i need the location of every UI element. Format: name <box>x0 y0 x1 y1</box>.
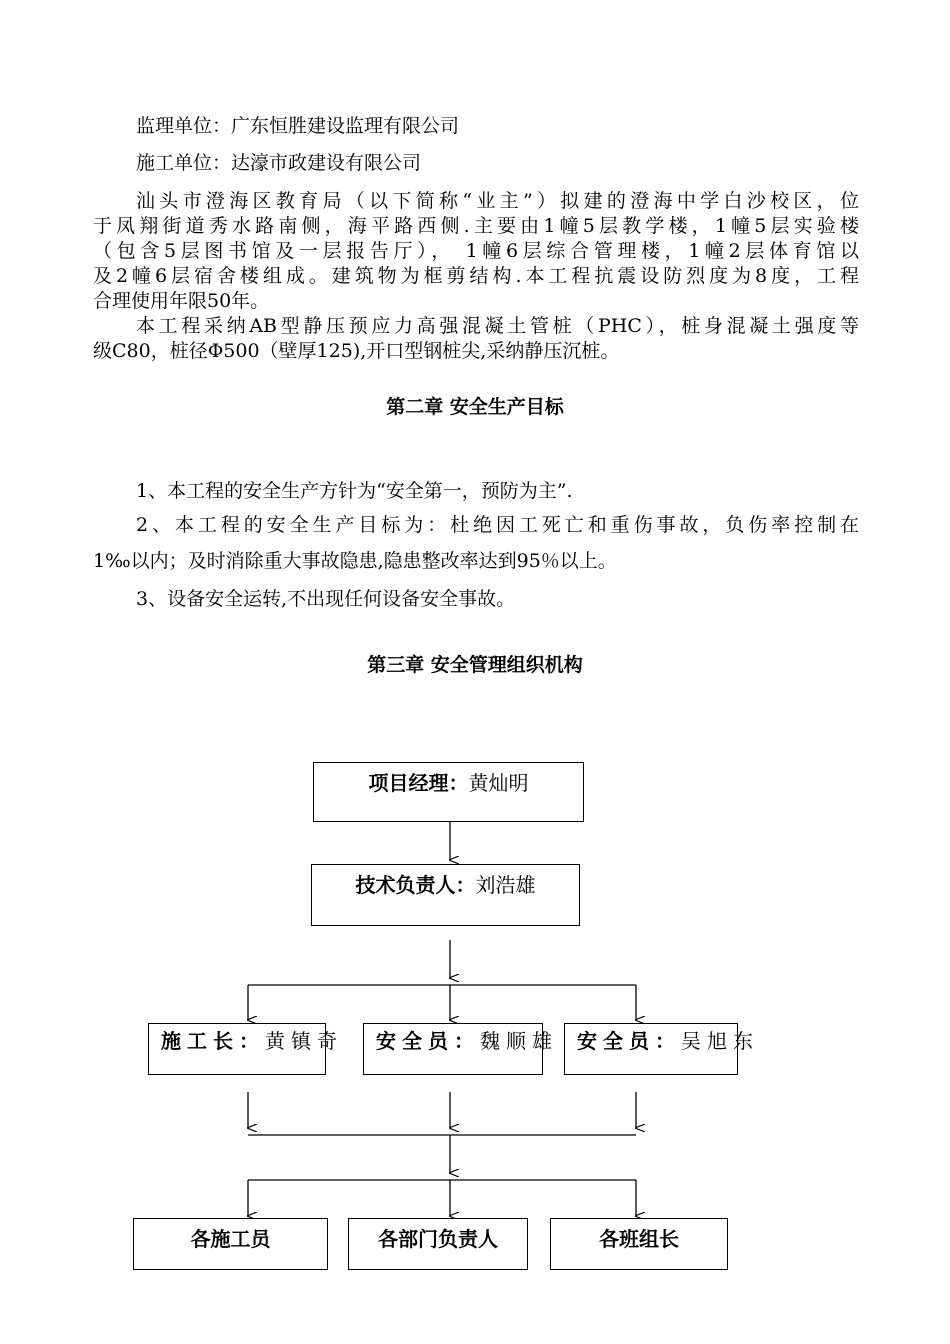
tech-name: 刘浩雄 <box>475 873 536 897</box>
project-line-4: 及2幢6层宿舍楼组成。建筑物为框剪结构.本工程抗震设防烈度为8度，工程 <box>93 265 859 287</box>
safety2-name: 吴旭东 <box>681 1029 759 1053</box>
goal-item-1: 1、本工程的安全生产方针为“安全第一，预防为主”. <box>136 480 573 502</box>
project-line-5: 合理使用年限50年。 <box>93 290 270 312</box>
supervisor-line: 监理单位：广东恒胜建设监理有限公司 <box>136 115 460 137</box>
safety-officer-2-box <box>564 1023 759 1075</box>
project-line-2: 于凤翔街道秀水路南侧，海平路西侧.主要由1幢5层教学楼，1幢5层实验楼 <box>93 215 859 237</box>
foreman-label: 施工长： <box>161 1029 265 1053</box>
bottom2-label: 各部门负责人 <box>378 1227 498 1251</box>
manager-label: 项目经理： <box>368 771 469 795</box>
foreman-name: 黄镇奇 <box>265 1029 343 1053</box>
safety1-label: 安全员： <box>376 1029 480 1053</box>
construction-staff-box <box>133 1218 328 1270</box>
safety2-label: 安全员： <box>577 1029 681 1053</box>
bottom1-label: 各施工员 <box>190 1227 271 1251</box>
department-heads-box <box>348 1218 528 1270</box>
manager-name: 黄灿明 <box>468 771 529 795</box>
contractor-line: 施工单位：达濠市政建设有限公司 <box>136 152 422 174</box>
safety1-name: 魏顺雄 <box>480 1029 558 1053</box>
tech-label: 技术负责人： <box>355 873 476 897</box>
foreman-box <box>148 1023 343 1075</box>
goal-item-3: 3、设备安全运转,不出现任何设备安全事故。 <box>136 588 516 610</box>
tech-lead-box <box>311 864 580 926</box>
chapter2-title: 第二章 安全生产目标 <box>386 396 564 418</box>
project-line-1: 汕头市澄海区教育局（以下简称“业主”）拟建的澄海中学白沙校区，位 <box>136 190 859 212</box>
pile-line-2: 级C80，桩径Φ500（壁厚125),开口型钢桩尖,采纳静压沉桩。 <box>93 340 620 362</box>
project-manager-box <box>313 762 584 822</box>
pile-line-1: 本工程采纳AB型静压预应力高强混凝土管桩（PHC），桩身混凝土强度等 <box>136 315 859 337</box>
safety-officer-1-box <box>363 1023 558 1075</box>
bottom3-label: 各班组长 <box>599 1227 679 1251</box>
chapter3-title: 第三章 安全管理组织机构 <box>367 654 583 676</box>
project-line-3: （包含5层图书馆及一层报告厅）， 1幢6层综合管理楼，1幢2层体育馆以 <box>93 240 859 262</box>
goal-item-2-line-1: 2、本工程的安全生产目标为：杜绝因工死亡和重伤事故，负伤率控制在 <box>136 514 859 536</box>
goal-item-2-line-2: 1‰以内；及时消除重大事故隐患,隐患整改率达到95％以上。 <box>93 550 617 572</box>
team-leaders-box <box>550 1218 728 1270</box>
